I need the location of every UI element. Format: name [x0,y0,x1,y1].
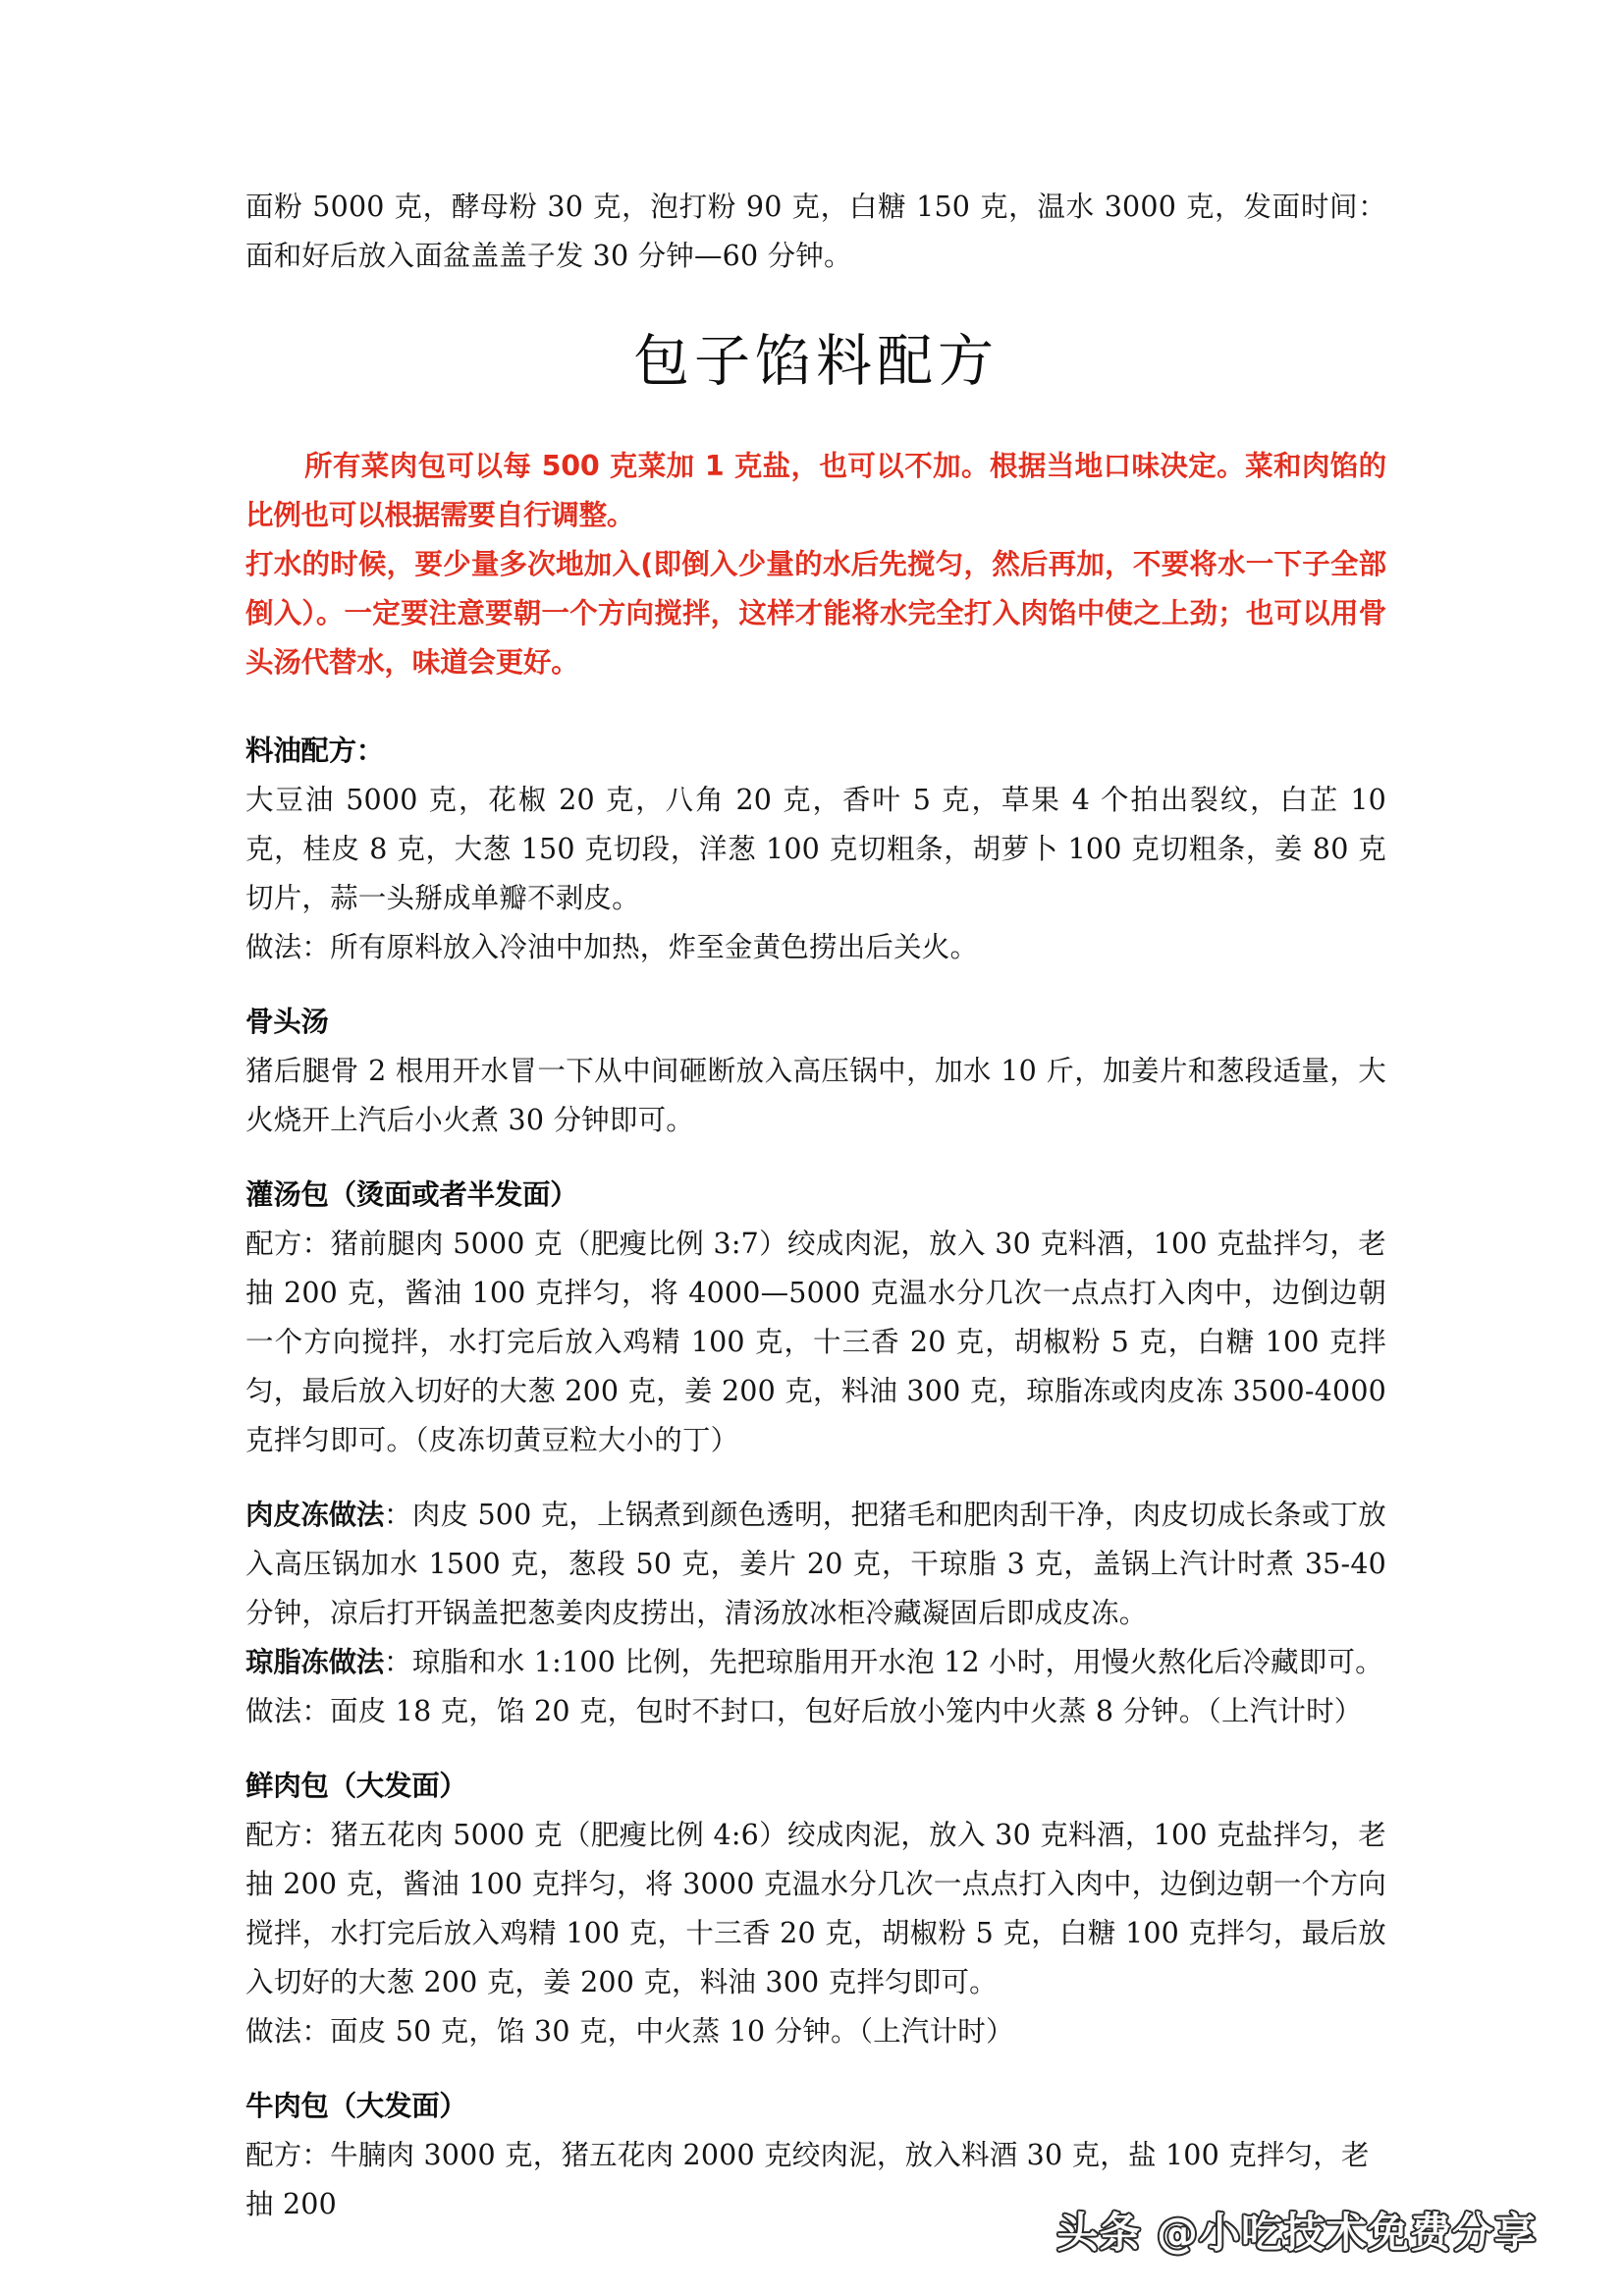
spacer [245,1465,1386,1491]
section-paragraph-xianroubao-method: 做法：面皮 50 克，馅 30 克，中火蒸 10 分钟。（上汽计时） [245,2015,1014,2048]
lead-body-qiongzhidong: ：琼脂和水 1:100 比例，先把琼脂用开水泡 12 小时，用慢火熬化后冷藏即可。 [384,1646,1383,1678]
page-title: 包子馅料配方 [633,329,999,394]
section-paragraph-qiongzhidong [245,1638,1386,1687]
lead-label-qiongzhidong: 琼脂冻做法 [245,1646,385,1678]
spacer [245,281,1386,320]
spacer [245,972,1386,998]
section-paragraph-guantangbao-method: 做法：面皮 18 克，馅 20 克，包时不封口，包好后放小笼内中火蒸 8 分钟。（上汽计时） [245,1695,1363,1727]
lead-label-roupidong: 肉皮冻做法 [245,1499,385,1531]
section-heading-xianroubao: 鲜肉包（大发面） [245,1770,467,1802]
section-paragraph-roupidong [245,1491,1386,1638]
spacer [245,2056,1386,2082]
spacer [245,687,1386,727]
notice-paragraph-2: 打水的时候，要少量多次地加入(即倒入少量的水后先搅匀，然后再加，不要将水一下子全部倒入）。一定要注意要朝一个方向搅拌，这样才能将水完全打入肉馅中使之上劲；也可以用骨头汤代替水，味道会更好。 [245,548,1386,679]
section-heading-guantangbao: 灌汤包（烫面或者半发面） [245,1178,578,1211]
section-paragraph-gutoutang: 猪后腿骨 2 根用开水冒一下从中间砸断放入高压锅中，加水 10 斤，加姜片和葱段适量，大火烧开上汽后小火煮 30 分钟即可。 [245,1055,1386,1136]
spacer [245,1736,1386,1762]
section-paragraph-niuroubao-recipe: 配方：牛腩肉 3000 克，猪五花肉 2000 克绞肉泥，放入料酒 30 克，盐 100 克拌匀，老抽 200 [245,2139,1370,2220]
spacer [245,403,1386,442]
section-paragraph-xianroubao-recipe: 配方：猪五花肉 5000 克（肥瘦比例 4:6）绞成肉泥，放入 30 克料酒，100 克盐拌匀，老抽 200 克，酱油 100 克拌匀，将 3000 克温水分几次一点点打入肉中，边倒边朝一个方向搅拌，水打完后放入鸡精 100 克，十三香 20 克，胡椒粉 5 克，白糖 100 克拌匀，最后放入切好的大葱 200 克，姜 200 克，料油 300 克拌匀即可。 [245,1819,1386,1998]
section-paragraph-liaoyou-method: 做法：所有原料放入冷油中加热，炸至金黄色捞出后关火。 [245,931,979,963]
document-content [245,183,1386,2229]
section-heading-liaoyou: 料油配方： [245,735,385,767]
section-heading-gutoutang: 骨头汤 [245,1006,329,1038]
lead-body-roupidong: ：肉皮 500 克，上锅煮到颜色透明，把猪毛和肥肉刮干净，肉皮切成长条或丁放入高压锅加水 1500 克，葱段 50 克，姜片 20 克，干琼脂 3 克，盖锅上汽计时煮 35-40 分钟，凉后打开锅盖把葱姜肉皮捞出，清汤放冰柜冷藏凝固后即成皮冻。 [245,1499,1386,1629]
section-heading-niuroubao: 牛肉包（大发面） [245,2090,467,2122]
intro-paragraph: 面粉 5000 克，酵母粉 30 克，泡打粉 90 克，白糖 150 克，温水 3000 克，发面时间：面和好后放入面盆盖盖子发 30 分钟—60 分钟。 [245,191,1386,272]
section-paragraph-liaoyou-ingredients: 大豆油 5000 克，花椒 20 克，八角 20 克，香叶 5 克，草果 4 个拍出裂纹，白芷 10 克，桂皮 8 克，大葱 150 克切段，洋葱 100 克切粗条，胡萝卜 100 克切粗条，姜 80 克切片，蒜一头掰成单瓣不剥皮。 [245,784,1386,914]
notice-paragraph-1: 所有菜肉包可以每 500 克菜加 1 克盐，也可以不加。根据当地口味决定。菜和肉馅的比例也可以根据需要自行调整。 [245,450,1386,531]
spacer [245,1145,1386,1171]
watermark-text: 头条 @小吃技术免费分享 [1056,2209,1537,2257]
section-paragraph-guantangbao-recipe: 配方：猪前腿肉 5000 克（肥瘦比例 3:7）绞成肉泥，放入 30 克料酒，100 克盐拌匀，老抽 200 克，酱油 100 克拌匀，将 4000—5000 克温水分几次一点点打入肉中，边倒边朝一个方向搅拌，水打完后放入鸡精 100 克，十三香 20 克，胡椒粉 5 克，白糖 100 克拌匀，最后放入切好的大葱 200 克，姜 200 克，料油 300 克，琼脂冻或肉皮冻 3500-4000 克拌匀即可。（皮冻切黄豆粒大小的丁） [245,1228,1386,1456]
